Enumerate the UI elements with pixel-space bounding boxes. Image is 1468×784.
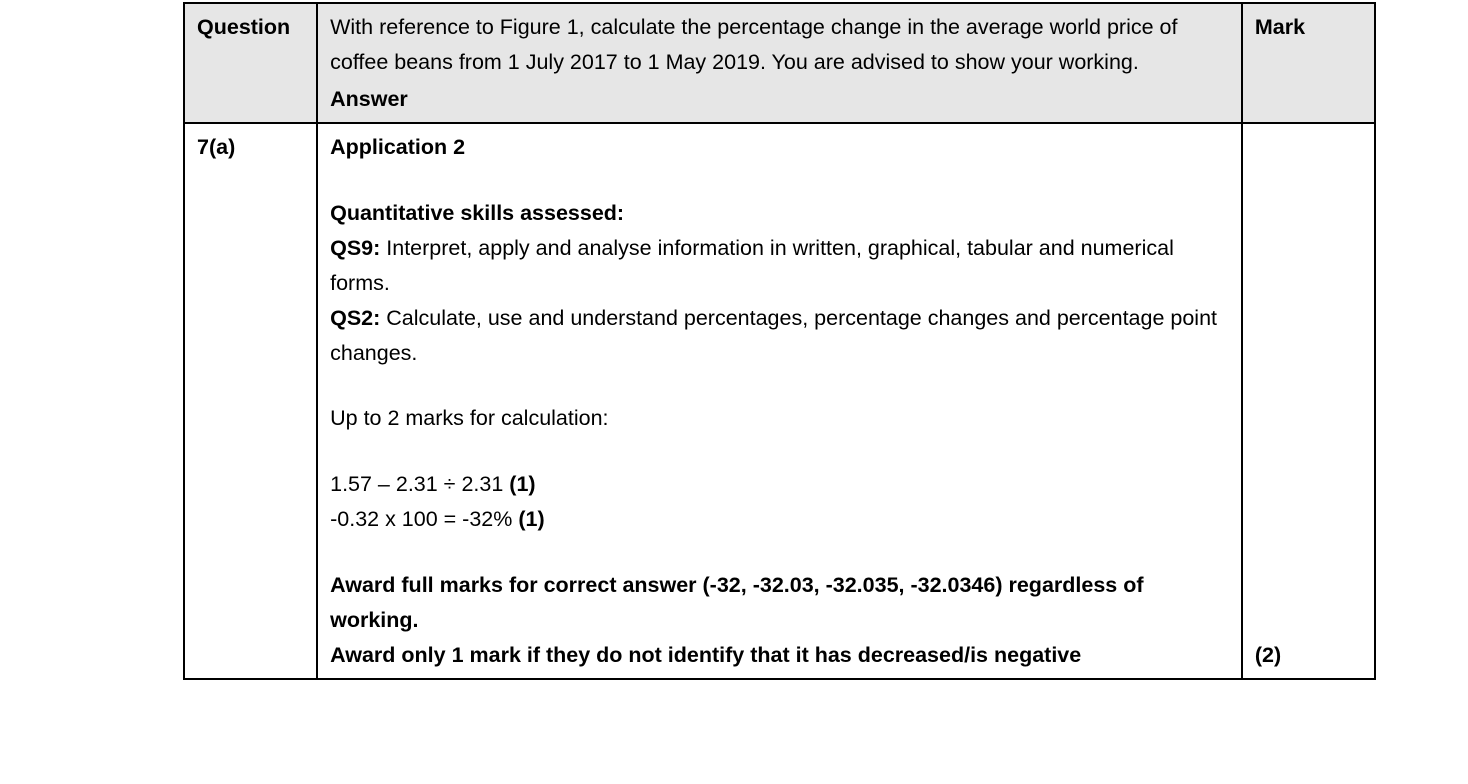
award-full-marks-note: Award full marks for correct answer (-32, -32.03, -32.035, -32.0346) regardless of working. [330,572,1144,632]
answer-label: Answer [330,86,408,111]
calc-2-text: -0.32 x 100 = -32% [330,507,519,532]
qs9-label: QS9: [330,236,381,261]
award-one-mark-note: Award only 1 mark if they do not identify that it has decreased/is negative [330,642,1082,667]
mark-total-cell [1242,123,1375,679]
table-header-row [184,3,1375,123]
question-stem-text: With reference to Figure 1, calculate the percentage change in the average world price of coffee beans from 1 July 2017 to 1 May 2019. You are advised to show your working. [330,15,1178,74]
spacer [330,165,1231,196]
spacer [330,537,1231,568]
qs9-text: Interpret, apply and analyse information in written, graphical, tabular and numerical forms. [330,236,1174,295]
header-question-label: Question [184,3,317,123]
markscheme-table [183,2,1376,680]
calc-2-mark: (1) [518,507,545,532]
spacer [330,436,1231,467]
table-row [184,123,1375,679]
skills-heading: Quantitative skills assessed: [330,201,625,226]
mark-total: (2) [1254,642,1282,667]
qs2-label: QS2: [330,305,381,330]
qs9-line [330,231,1231,301]
spacer [330,370,1231,401]
answer-body-cell [317,123,1242,679]
qs2-line [330,301,1231,371]
application-heading: Application 2 [330,135,466,160]
qs2-text: Calculate, use and understand percentages, percentage changes and percentage point changes. [330,305,1218,365]
header-question-stem [317,3,1242,123]
calc-1-mark: (1) [509,472,536,497]
question-number: 7(a) [197,135,236,160]
marks-note: Up to 2 marks for calculation: [330,406,609,431]
calculation-line-2 [330,502,1231,537]
question-number-cell [184,123,317,679]
header-mark-label: Mark [1242,3,1375,123]
calc-1-text: 1.57 – 2.31 ÷ 2.31 [330,472,510,497]
calculation-line-1 [330,467,1231,502]
